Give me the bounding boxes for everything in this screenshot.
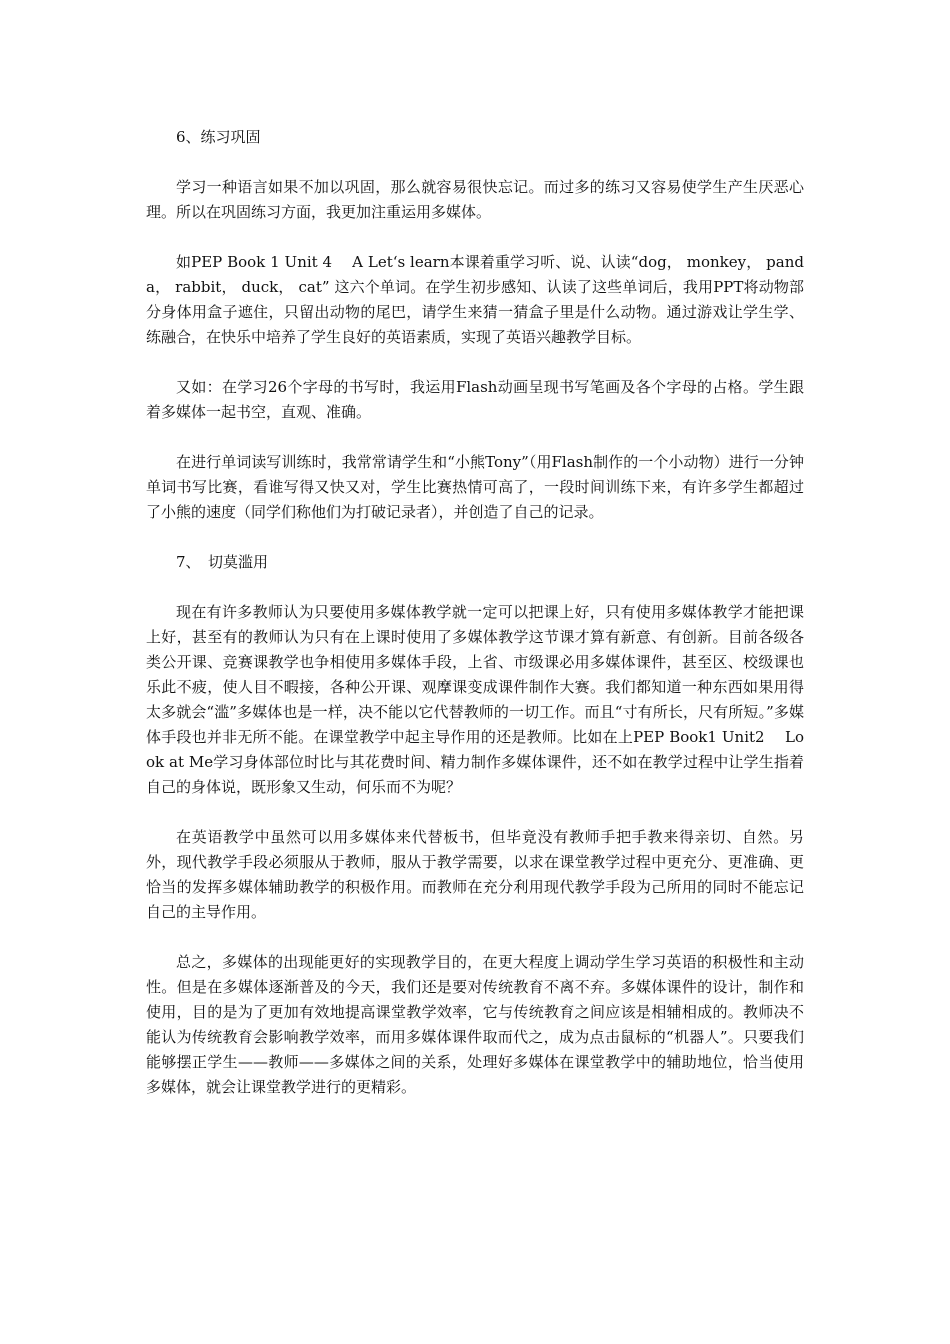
paragraph-pep-unit4-example: 如PEP Book 1 Unit 4 A Let‘s learn本课着重学习听、说、认读“dog， monkey， panda， rabbit， duck， cat” 这六个单词。在学生初步感知、认读了这些单词后，我用PPT将动物部分身体用盒子遮住，只留出动物的尾巴，请学生来猜一猜盒子里是什么动物。通过游戏让学生学、练融合，在快乐中培养了学生良好的英语素质，实现了英语兴趣教学目标。 <box>146 253 804 346</box>
paragraph-conclusion: 总之，多媒体的出现能更好的实现教学目的，在更大程度上调动学生学习英语的积极性和主动性。但是在多媒体逐渐普及的今天，我们还是要对传统教育不离不弃。多媒体课件的设计，制作和使用，目的是为了更加有效地提高课堂教学效率，它与传统教育之间应该是相辅相成的。教师决不能认为传统教育会影响教学效率，而用多媒体课件取而代之，成为点击鼠标的“机器人”。只要我们能够摆正学生——教师——多媒体之间的关系，处理好多媒体在课堂教学中的辅助地位，恰当使用多媒体，就会让课堂教学进行的更精彩。 <box>146 953 804 1096</box>
paragraph-consolidation-intro: 学习一种语言如果不加以巩固，那么就容易很快忘记。而过多的练习又容易使学生产生厌恶心理。所以在巩固练习方面，我更加注重运用多媒体。 <box>146 178 804 221</box>
paragraph-overuse-discussion: 现在有许多教师认为只要使用多媒体教学就一定可以把课上好，只有使用多媒体教学才能把课上好，甚至有的教师认为只有在上课时使用了多媒体教学这节课才算有新意、有创新。目前各级各类公开课、竞赛课教学也争相使用多媒体手段，上省、市级课必用多媒体课件，甚至区、校级课也乐此不疲，使人目不暇接，各种公开课、观摩课变成课件制作大赛。我们都知道一种东西如果用得太多就会“滥”多媒体也是一样，决不能以它代替教师的一切工作。而且“寸有所长，尺有所短。”多媒体手段也并非无所不能。在课堂教学中起主导作用的还是教师。比如在上PEP Book1 Unit2 Look at Me学习身体部位时比与其花费时间、精力制作多媒体课件，还不如在教学过程中让学生指着自己的身体说，既形象又生动，何乐而不为呢？ <box>146 603 804 796</box>
paragraph-blackboard-writing: 在英语教学中虽然可以用多媒体来代替板书，但毕竟没有教师手把手教来得亲切、自然。另外，现代教学手段必须服从于教师，服从于教学需要，以求在课堂教学过程中更充分、更准确、更恰当的发挥多媒体辅助教学的积极作用。而教师在充分利用现代教学手段为己所用的同时不能忘记自己的主导作用。 <box>146 828 804 921</box>
paragraph-word-training: 在进行单词读写训练时，我常常请学生和“小熊Tony”（用Flash制作的一个小动物）进行一分钟单词书写比赛，看谁写得又快又对，学生比赛热情可高了，一段时间训练下来，有许多学生都超过了小熊的速度（同学们称他们为打破记录者），并创造了自己的记录。 <box>146 453 804 521</box>
section-heading-no-overuse: 7、 切莫滥用 <box>176 553 269 571</box>
section-heading-practice: 6、练习巩固 <box>176 128 261 146</box>
paragraph-alphabet-writing: 又如：在学习26个字母的书写时，我运用Flash动画呈现书写笔画及各个字母的占格。学生跟着多媒体一起书空，直观、准确。 <box>146 378 804 421</box>
